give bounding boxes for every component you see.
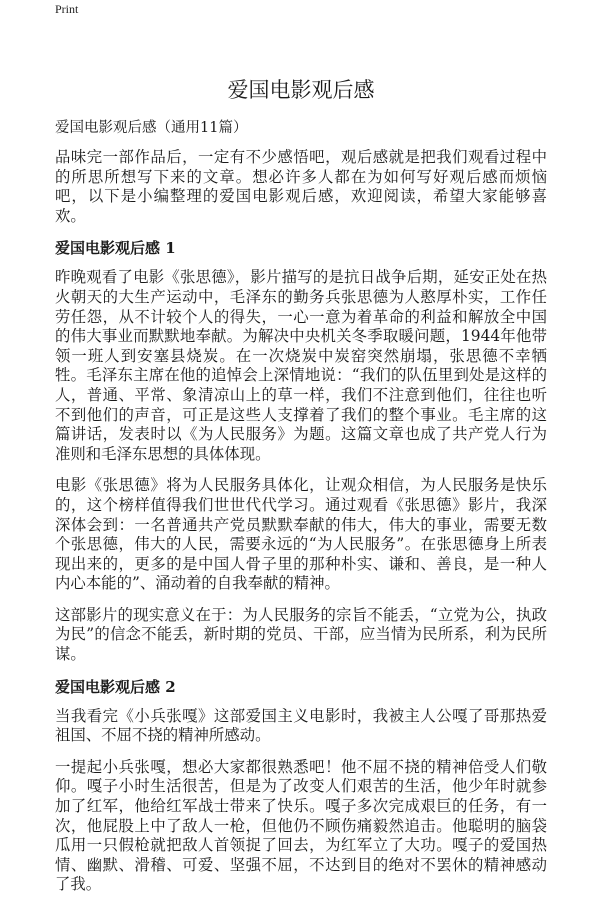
section-2-paragraph: 当我看完《小兵张嘎》这部爱国主义电影时，我被主人公嘎了哥那热爱祖国、不屈不挠的精神所感动。	[55, 706, 547, 745]
document-body	[55, 76, 547, 907]
section-heading-1: 爱国电影观后感 1	[55, 239, 176, 258]
section-2-paragraph: 一提起小兵张嘎，想必大家都很熟悉吧！他不屈不挠的精神倍受人们敬仰。嘎子小时生活很苦，但是为了改变人们艰苦的生活，他少年时就参加了红军，他给红军战士带来了快乐。嘎子多次完成艰巨的任务，有一次，他屁股上中了敌人一枪，但他仍不顾伤痛毅然追击。他聪明的脑袋瓜用一只假枪就把敌人首领捉了回去，为红军立了大功。嘎子的爱国热情、幽默、滑稽、可爱、坚强不屈，不达到目的绝对不罢休的精神感动了我。	[55, 757, 547, 894]
section-1-paragraph: 电影《张思德》将为人民服务具体化，让观众相信，为人民服务是快乐的，这个榜样值得我们世世代代学习。通过观看《张思德》影片，我深深体会到：一名普通共产党员默默奉献的伟大，伟大的事业，需要无数个张思德，伟大的人民，需要永远的“为人民服务”。在张思德身上所表现出来的，更多的是中国人骨子里的那种朴实、谦和、善良，是一种人内心本能的”、涌动着的自我奉献的精神。	[55, 476, 547, 593]
section-1-paragraph: 昨晚观看了电影《张思德》，影片描写的是抗日战争后期，延安正处在热火朝天的大生产运动中，毛泽东的勤务兵张思德为人憨厚朴实，工作任劳任怨，从不计较个人的得失，一心一意为着革命的利益和解放全中国的伟大事业而默默地奉献。为解决中央机关冬季取暖问题，1944年他带领一班人到安塞县烧炭。在一次烧炭中炭窑突然崩塌，张思德不幸牺牲。毛泽东主席在他的追悼会上深情地说：“我们的队伍里到处是这样的人，普通、平常、象清凉山上的草一样，我们不注意到他们，往往也听不到他们的声音，可正是这些人支撑着了我们的整个事业。毛主席的这篇讲话，发表时以《为人民服务》为题。这篇文章也成了共产党人行为准则和毛泽东思想的具体体现。	[55, 268, 547, 463]
intro-paragraph: 品味完一部作品后，一定有不少感悟吧，观后感就是把我们观看过程中的所思所想写下来的文章。想必许多人都在为如何写好观后感而烦恼吧，以下是小编整理的爱国电影观后感，欢迎阅读，希望大家能够喜欢。	[55, 148, 547, 225]
section-heading-2: 爱国电影观后感 2	[55, 677, 176, 696]
print-link[interactable]: Print	[55, 2, 79, 16]
document-subtitle: 爱国电影观后感（通用11篇）	[55, 120, 248, 136]
document-title: 爱国电影观后感	[227, 78, 375, 102]
section-1-paragraph: 这部影片的现实意义在于：为人民服务的宗旨不能丢，“立党为公，执政为民”的信念不能丢，新时期的党员、干部，应当情为民所系，利为民所谋。	[55, 605, 547, 664]
